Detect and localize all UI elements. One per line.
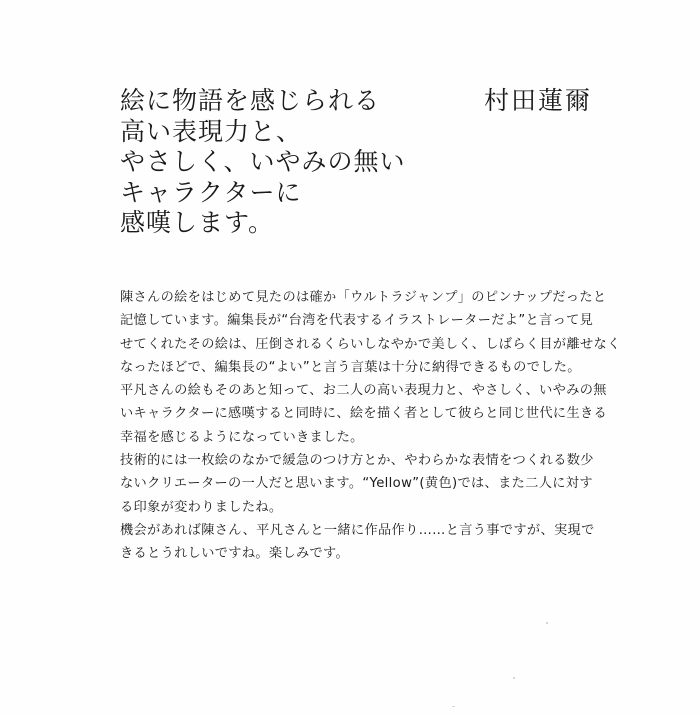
body-line: いキャラクターに感嘆すると同時に、絵を描く者として彼らと同じ世代に生きる (120, 406, 608, 422)
author-name: 村田蓮爾 (484, 86, 593, 115)
headline-line: キャラクターに (120, 177, 302, 207)
body-line: る印象が変わりましたね。 (120, 499, 283, 515)
body-line: 陳さんの絵をはじめて見たのは確か「ウルトラジャンプ」のピンナップだったと (120, 290, 607, 305)
body-line: なったほどで、編集長の“よい”と言う言葉は十分に納得できるものでした。 (120, 359, 581, 375)
headline-line: やさしく、いやみの無い (120, 147, 406, 176)
paper-speck (546, 622, 548, 624)
headline-line: 絵に物語を感じられる (120, 86, 381, 115)
body-line: せてくれたその絵は、圧倒されるくらいしなやかで美しく、しばらく目が離せなく (120, 336, 621, 352)
headline (120, 86, 406, 239)
headline-line: 感嘆します。 (120, 208, 275, 237)
body-text (120, 286, 621, 566)
headline-line: 高い表現力と、 (120, 116, 303, 146)
body-line: 機会があれば陳さん、平凡さんと一緒に作品作り……と言う事ですが、実現で (120, 522, 595, 538)
body-line: 技術的には一枚絵のなかで緩急のつけ方とか、やわらかな表情をつくれる数少 (120, 453, 594, 469)
body-line: 幸福を感じるようになっていきました。 (120, 429, 364, 445)
paper-speck (513, 677, 515, 679)
body-line: きるとうれしいですね。楽しみです。 (120, 546, 350, 562)
paper-speck (452, 706, 455, 707)
body-line: 平凡さんの絵もそのあと知って、お二人の高い表現力と、やさしく、いやみの無 (120, 383, 607, 399)
body-line: 記憶しています。編集長が“台湾を代表するイラストレーターだよ”と言って見 (120, 313, 594, 329)
body-line: ないクリエーターの一人だと思います。“Yellow”(黄色)では、また二人に対す (120, 476, 593, 492)
